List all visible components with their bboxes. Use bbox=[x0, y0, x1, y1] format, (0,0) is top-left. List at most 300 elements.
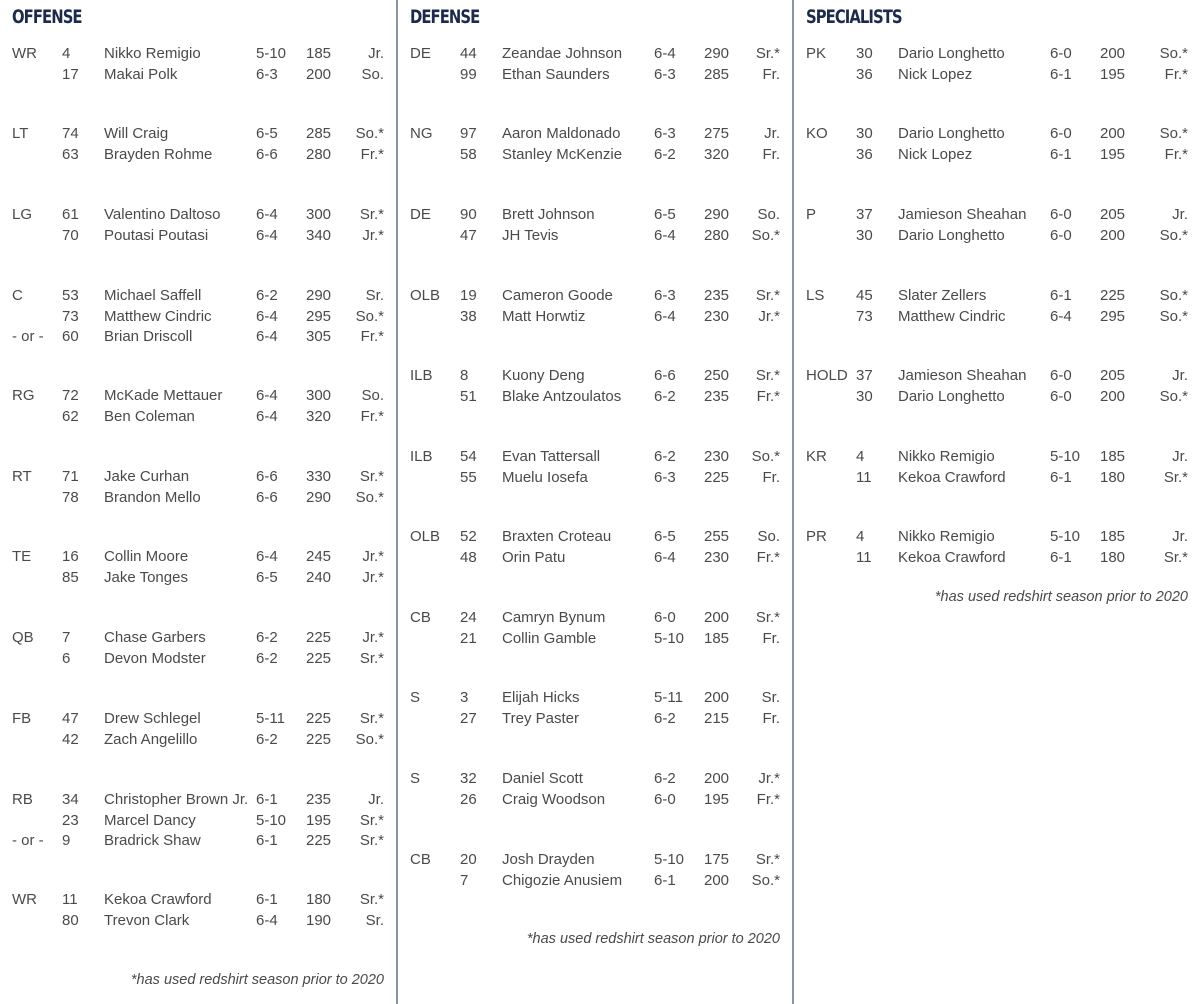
player-name: Braxten Croteau bbox=[502, 528, 612, 545]
player-weight: 200 bbox=[1100, 45, 1126, 62]
defense-column bbox=[398, 0, 792, 1004]
jersey-number: 27 bbox=[460, 709, 477, 727]
player-row bbox=[398, 608, 792, 629]
player-row bbox=[398, 307, 792, 328]
player-weight: 235 bbox=[704, 287, 730, 304]
player-row bbox=[398, 145, 792, 166]
player-weight: 300 bbox=[306, 387, 332, 404]
player-row bbox=[794, 65, 1200, 86]
position-label: RT bbox=[12, 468, 32, 485]
position-label: CB bbox=[410, 609, 431, 626]
player-weight: 235 bbox=[704, 387, 730, 405]
player-class: So. bbox=[757, 528, 780, 545]
player-row bbox=[0, 145, 396, 166]
player-class: So.* bbox=[751, 448, 780, 465]
player-weight: 305 bbox=[306, 328, 332, 345]
player-height: 6-0 bbox=[1050, 206, 1072, 223]
player-row bbox=[794, 205, 1200, 226]
player-weight: 230 bbox=[704, 548, 730, 566]
player-class: So.* bbox=[751, 871, 780, 889]
player-row bbox=[0, 226, 396, 247]
player-weight: 215 bbox=[704, 709, 730, 727]
player-height: 6-1 bbox=[1050, 145, 1072, 163]
player-weight: 290 bbox=[704, 45, 730, 62]
player-class: So.* bbox=[355, 488, 384, 506]
player-height: 6-2 bbox=[654, 145, 676, 163]
player-row bbox=[794, 307, 1200, 328]
player-name: Drew Schlegel bbox=[104, 710, 201, 727]
player-row bbox=[794, 366, 1200, 387]
specialists-column bbox=[794, 0, 1200, 1004]
jersey-number: 32 bbox=[460, 770, 477, 787]
player-height: 6-4 bbox=[654, 548, 676, 566]
player-row bbox=[0, 790, 396, 811]
position-group bbox=[398, 608, 792, 649]
position-group bbox=[794, 366, 1200, 407]
jersey-number: 3 bbox=[460, 689, 469, 706]
player-height: 6-4 bbox=[256, 307, 278, 325]
jersey-number: 48 bbox=[460, 548, 477, 566]
player-name: Camryn Bynum bbox=[502, 609, 606, 626]
player-height: 6-3 bbox=[256, 65, 278, 83]
jersey-number: 30 bbox=[856, 387, 873, 405]
player-weight: 195 bbox=[704, 790, 730, 808]
position-label: RG bbox=[12, 387, 35, 404]
player-weight: 180 bbox=[1100, 468, 1126, 486]
jersey-number: 24 bbox=[460, 609, 477, 626]
player-name: McKade Mettauer bbox=[104, 387, 223, 404]
player-class: So. bbox=[757, 206, 780, 223]
player-weight: 285 bbox=[704, 65, 730, 83]
player-name: Chigozie Anusiem bbox=[502, 871, 623, 889]
player-name: Christopher Brown Jr. bbox=[104, 791, 249, 808]
jersey-number: 11 bbox=[856, 468, 872, 486]
player-class: Sr.* bbox=[359, 811, 384, 829]
player-weight: 225 bbox=[306, 710, 332, 727]
jersey-number: 4 bbox=[856, 448, 865, 465]
player-weight: 195 bbox=[306, 811, 332, 829]
offense-column bbox=[0, 0, 396, 1004]
player-weight: 225 bbox=[306, 649, 332, 667]
player-name: Blake Antzoulatos bbox=[502, 387, 622, 405]
player-row bbox=[0, 709, 396, 730]
player-weight: 250 bbox=[704, 367, 730, 384]
player-class: So. bbox=[361, 387, 384, 404]
player-row bbox=[794, 226, 1200, 247]
position-label: PR bbox=[806, 528, 827, 545]
player-row bbox=[0, 407, 396, 428]
position-group bbox=[794, 124, 1200, 165]
player-height: 6-4 bbox=[256, 548, 278, 565]
jersey-number: 60 bbox=[62, 328, 79, 345]
player-name: Elijah Hicks bbox=[502, 689, 580, 706]
player-weight: 235 bbox=[306, 791, 332, 808]
player-row bbox=[794, 447, 1200, 468]
position-group bbox=[398, 124, 792, 165]
jersey-number: 4 bbox=[856, 528, 865, 545]
player-name: Brett Johnson bbox=[502, 206, 595, 223]
player-height: 6-3 bbox=[654, 468, 676, 486]
player-weight: 255 bbox=[704, 528, 730, 545]
position-group bbox=[398, 850, 792, 891]
player-class: Sr.* bbox=[755, 851, 780, 868]
player-row bbox=[398, 447, 792, 468]
player-height: 6-2 bbox=[256, 649, 278, 667]
player-height: 6-2 bbox=[256, 629, 278, 646]
jersey-number: 6 bbox=[62, 649, 71, 667]
jersey-number: 63 bbox=[62, 145, 79, 163]
player-row bbox=[398, 850, 792, 871]
player-weight: 190 bbox=[306, 911, 332, 929]
player-class: Fr.* bbox=[756, 790, 780, 808]
player-height: 6-4 bbox=[256, 387, 278, 404]
player-height: 6-6 bbox=[256, 145, 278, 163]
position-group bbox=[0, 44, 396, 85]
player-name: JH Tevis bbox=[502, 226, 559, 244]
player-height: 5-10 bbox=[654, 629, 685, 647]
player-row bbox=[398, 226, 792, 247]
jersey-number: 54 bbox=[460, 448, 477, 465]
jersey-number: 51 bbox=[460, 387, 477, 405]
jersey-number: 34 bbox=[62, 791, 79, 808]
player-row bbox=[0, 568, 396, 589]
player-row bbox=[398, 387, 792, 408]
jersey-number: 78 bbox=[62, 488, 79, 506]
jersey-number: 72 bbox=[62, 387, 79, 404]
position-group bbox=[794, 286, 1200, 327]
player-name: Makai Polk bbox=[104, 65, 178, 83]
player-row bbox=[794, 548, 1200, 569]
player-height: 6-2 bbox=[654, 709, 676, 727]
player-weight: 225 bbox=[1100, 287, 1126, 304]
player-height: 6-5 bbox=[654, 528, 676, 545]
position-label: LS bbox=[806, 287, 825, 304]
player-weight: 200 bbox=[704, 609, 730, 626]
jersey-number: 53 bbox=[62, 287, 79, 304]
player-height: 5-10 bbox=[256, 811, 287, 829]
player-weight: 280 bbox=[306, 145, 332, 163]
player-height: 6-4 bbox=[654, 45, 676, 62]
jersey-number: 44 bbox=[460, 45, 477, 62]
player-weight: 295 bbox=[306, 307, 332, 325]
player-row bbox=[794, 387, 1200, 408]
player-row bbox=[794, 286, 1200, 307]
position-label: - or - bbox=[12, 328, 44, 345]
position-group bbox=[398, 205, 792, 246]
player-weight: 200 bbox=[1100, 387, 1126, 405]
position-label: P bbox=[806, 206, 817, 223]
player-weight: 200 bbox=[704, 689, 730, 706]
player-weight: 320 bbox=[306, 407, 332, 425]
player-row bbox=[398, 769, 792, 790]
player-row bbox=[794, 468, 1200, 489]
player-name: Devon Modster bbox=[104, 649, 206, 667]
jersey-number: 42 bbox=[62, 730, 79, 748]
player-name: Kekoa Crawford bbox=[898, 548, 1006, 566]
player-class: Sr.* bbox=[359, 206, 384, 223]
player-class: Sr.* bbox=[359, 832, 384, 849]
player-height: 6-3 bbox=[654, 125, 676, 142]
player-name: Kekoa Crawford bbox=[898, 468, 1006, 486]
player-height: 6-2 bbox=[654, 387, 676, 405]
player-class: Jr. bbox=[1172, 448, 1188, 465]
position-label: KO bbox=[806, 125, 828, 142]
player-height: 6-5 bbox=[654, 206, 676, 223]
position-label: KR bbox=[806, 448, 827, 465]
player-weight: 230 bbox=[704, 448, 730, 465]
player-height: 6-5 bbox=[256, 568, 278, 586]
player-weight: 200 bbox=[1100, 226, 1126, 244]
player-class: Sr. bbox=[761, 689, 780, 706]
position-group bbox=[0, 790, 396, 852]
position-group bbox=[398, 286, 792, 327]
player-height: 6-0 bbox=[1050, 367, 1072, 384]
player-class: Fr. bbox=[762, 468, 780, 486]
player-row bbox=[398, 629, 792, 650]
player-weight: 295 bbox=[1100, 307, 1126, 325]
jersey-number: 61 bbox=[62, 206, 79, 223]
player-class: Fr. bbox=[762, 709, 780, 727]
player-row bbox=[0, 488, 396, 509]
player-class: Fr.* bbox=[756, 548, 780, 566]
player-class: Sr.* bbox=[1163, 548, 1188, 566]
player-name: Slater Zellers bbox=[898, 287, 987, 304]
player-class: Fr. bbox=[762, 629, 780, 647]
position-label: OLB bbox=[410, 287, 441, 304]
player-class: So.* bbox=[355, 730, 384, 748]
player-row bbox=[0, 628, 396, 649]
player-weight: 225 bbox=[306, 832, 332, 849]
player-class: So.* bbox=[355, 125, 384, 142]
player-row bbox=[794, 527, 1200, 548]
player-name: Stanley McKenzie bbox=[502, 145, 623, 163]
jersey-number: 73 bbox=[856, 307, 873, 325]
jersey-number: 30 bbox=[856, 45, 873, 62]
player-name: Nick Lopez bbox=[898, 145, 973, 163]
player-row bbox=[398, 709, 792, 730]
player-row bbox=[398, 286, 792, 307]
player-name: Ben Coleman bbox=[104, 407, 195, 425]
player-weight: 280 bbox=[704, 226, 730, 244]
player-class: Fr.* bbox=[360, 328, 384, 345]
player-height: 6-4 bbox=[654, 226, 676, 244]
position-label: RB bbox=[12, 791, 33, 808]
jersey-number: 7 bbox=[62, 629, 71, 646]
position-label: TE bbox=[12, 548, 32, 565]
player-name: Zeandae Johnson bbox=[502, 45, 623, 62]
jersey-number: 99 bbox=[460, 65, 477, 83]
player-name: Trey Paster bbox=[502, 709, 579, 727]
jersey-number: 11 bbox=[856, 548, 872, 566]
player-height: 6-6 bbox=[256, 488, 278, 506]
position-label: NG bbox=[410, 125, 433, 142]
jersey-number: 58 bbox=[460, 145, 477, 163]
player-weight: 300 bbox=[306, 206, 332, 223]
player-weight: 180 bbox=[1100, 548, 1126, 566]
player-name: Bradrick Shaw bbox=[104, 832, 201, 849]
player-class: Fr.* bbox=[756, 387, 780, 405]
redshirt-footnote: *has used redshirt season prior to 2020 bbox=[526, 931, 780, 947]
player-height: 6-1 bbox=[1050, 548, 1072, 566]
position-label: OLB bbox=[410, 528, 441, 545]
offense-heading: OFFENSE bbox=[12, 6, 82, 28]
player-height: 6-4 bbox=[256, 226, 278, 244]
redshirt-footnote: *has used redshirt season prior to 2020 bbox=[130, 972, 384, 988]
position-label: PK bbox=[806, 45, 827, 62]
player-weight: 245 bbox=[306, 548, 332, 565]
player-class: So.* bbox=[1159, 226, 1188, 244]
jersey-number: 36 bbox=[856, 145, 873, 163]
player-class: Jr.* bbox=[362, 629, 384, 646]
player-name: Marcel Dancy bbox=[104, 811, 196, 829]
player-weight: 175 bbox=[704, 851, 730, 868]
player-name: Kuony Deng bbox=[502, 367, 585, 384]
player-weight: 290 bbox=[306, 488, 332, 506]
player-class: Jr.* bbox=[758, 770, 780, 787]
player-class: Jr. bbox=[764, 125, 780, 142]
player-name: Dario Longhetto bbox=[898, 45, 1005, 62]
player-class: So.* bbox=[1159, 45, 1188, 62]
player-class: Fr. bbox=[762, 145, 780, 163]
position-group bbox=[398, 366, 792, 407]
player-name: Dario Longhetto bbox=[898, 226, 1005, 244]
player-height: 6-4 bbox=[256, 328, 278, 345]
player-height: 6-1 bbox=[256, 791, 278, 808]
player-row bbox=[0, 286, 396, 307]
player-name: Jamieson Sheahan bbox=[898, 367, 1027, 384]
player-weight: 225 bbox=[704, 468, 730, 486]
player-height: 6-0 bbox=[1050, 226, 1072, 244]
player-height: 6-0 bbox=[1050, 45, 1072, 62]
jersey-number: 90 bbox=[460, 206, 477, 223]
player-row bbox=[398, 366, 792, 387]
player-weight: 230 bbox=[704, 307, 730, 325]
jersey-number: 17 bbox=[62, 65, 79, 83]
position-label: LG bbox=[12, 206, 33, 223]
player-class: Sr.* bbox=[755, 609, 780, 626]
player-name: Daniel Scott bbox=[502, 770, 583, 787]
player-row bbox=[0, 890, 396, 911]
player-row bbox=[0, 65, 396, 86]
jersey-number: 47 bbox=[62, 710, 79, 727]
jersey-number: 70 bbox=[62, 226, 79, 244]
player-name: Matt Horwtiz bbox=[502, 307, 586, 325]
jersey-number: 21 bbox=[460, 629, 477, 647]
player-class: Sr.* bbox=[1163, 468, 1188, 486]
player-name: Dario Longhetto bbox=[898, 387, 1005, 405]
position-group bbox=[0, 205, 396, 246]
player-row bbox=[0, 911, 396, 932]
jersey-number: 71 bbox=[62, 468, 79, 485]
player-weight: 275 bbox=[704, 125, 730, 142]
player-height: 6-3 bbox=[654, 287, 676, 304]
position-label: S bbox=[410, 689, 421, 706]
player-weight: 185 bbox=[704, 629, 730, 647]
player-row bbox=[794, 44, 1200, 65]
position-group bbox=[0, 628, 396, 669]
player-height: 6-1 bbox=[1050, 468, 1072, 486]
player-name: Nick Lopez bbox=[898, 65, 973, 83]
position-label: ILB bbox=[410, 448, 433, 465]
player-name: Orin Patu bbox=[502, 548, 566, 566]
jersey-number: 85 bbox=[62, 568, 79, 586]
player-row bbox=[398, 527, 792, 548]
position-label: FB bbox=[12, 710, 32, 727]
player-row bbox=[0, 831, 396, 852]
jersey-number: 38 bbox=[460, 307, 477, 325]
player-height: 6-6 bbox=[256, 468, 278, 485]
player-row bbox=[0, 386, 396, 407]
player-height: 5-10 bbox=[1050, 528, 1081, 545]
player-weight: 290 bbox=[704, 206, 730, 223]
player-row bbox=[0, 307, 396, 328]
position-group bbox=[398, 769, 792, 810]
player-height: 6-2 bbox=[256, 287, 278, 304]
player-class: Sr.* bbox=[359, 649, 384, 667]
player-class: Sr. bbox=[365, 911, 384, 929]
player-weight: 200 bbox=[306, 65, 332, 83]
jersey-number: 20 bbox=[460, 851, 477, 868]
position-label: C bbox=[12, 287, 23, 304]
position-group bbox=[398, 688, 792, 729]
player-class: Jr.* bbox=[362, 226, 384, 244]
position-label: QB bbox=[12, 629, 34, 646]
player-class: So. bbox=[361, 65, 384, 83]
position-group bbox=[0, 547, 396, 588]
jersey-number: 11 bbox=[62, 891, 78, 908]
player-height: 6-2 bbox=[256, 730, 278, 748]
player-height: 6-4 bbox=[256, 911, 278, 929]
player-class: Sr.* bbox=[755, 287, 780, 304]
player-name: Jake Curhan bbox=[104, 468, 190, 485]
player-height: 6-5 bbox=[256, 125, 278, 142]
jersey-number: 30 bbox=[856, 125, 873, 142]
player-row bbox=[0, 467, 396, 488]
player-class: Sr.* bbox=[755, 367, 780, 384]
jersey-number: 74 bbox=[62, 125, 79, 142]
player-name: Michael Saffell bbox=[104, 287, 202, 304]
player-class: So.* bbox=[1159, 307, 1188, 325]
player-weight: 195 bbox=[1100, 145, 1126, 163]
player-row bbox=[398, 44, 792, 65]
player-name: Jamieson Sheahan bbox=[898, 206, 1027, 223]
player-weight: 240 bbox=[306, 568, 332, 586]
player-row bbox=[398, 468, 792, 489]
position-label: HOLD bbox=[806, 367, 848, 384]
player-name: Will Craig bbox=[104, 125, 169, 142]
position-label: ILB bbox=[410, 367, 433, 384]
jersey-number: 80 bbox=[62, 911, 79, 929]
player-row bbox=[398, 871, 792, 892]
player-class: Fr.* bbox=[360, 145, 384, 163]
player-height: 6-0 bbox=[654, 609, 676, 626]
player-weight: 200 bbox=[704, 770, 730, 787]
position-group bbox=[0, 709, 396, 750]
player-class: So.* bbox=[1159, 125, 1188, 142]
position-group bbox=[0, 286, 396, 348]
jersey-number: 55 bbox=[460, 468, 477, 486]
position-group bbox=[0, 890, 396, 931]
player-name: Cameron Goode bbox=[502, 287, 613, 304]
jersey-number: 73 bbox=[62, 307, 79, 325]
player-name: Kekoa Crawford bbox=[104, 891, 212, 908]
position-group bbox=[794, 205, 1200, 246]
player-height: 5-10 bbox=[256, 45, 287, 62]
player-weight: 340 bbox=[306, 226, 332, 244]
player-weight: 330 bbox=[306, 468, 332, 485]
player-height: 5-10 bbox=[1050, 448, 1081, 465]
player-weight: 180 bbox=[306, 891, 332, 908]
